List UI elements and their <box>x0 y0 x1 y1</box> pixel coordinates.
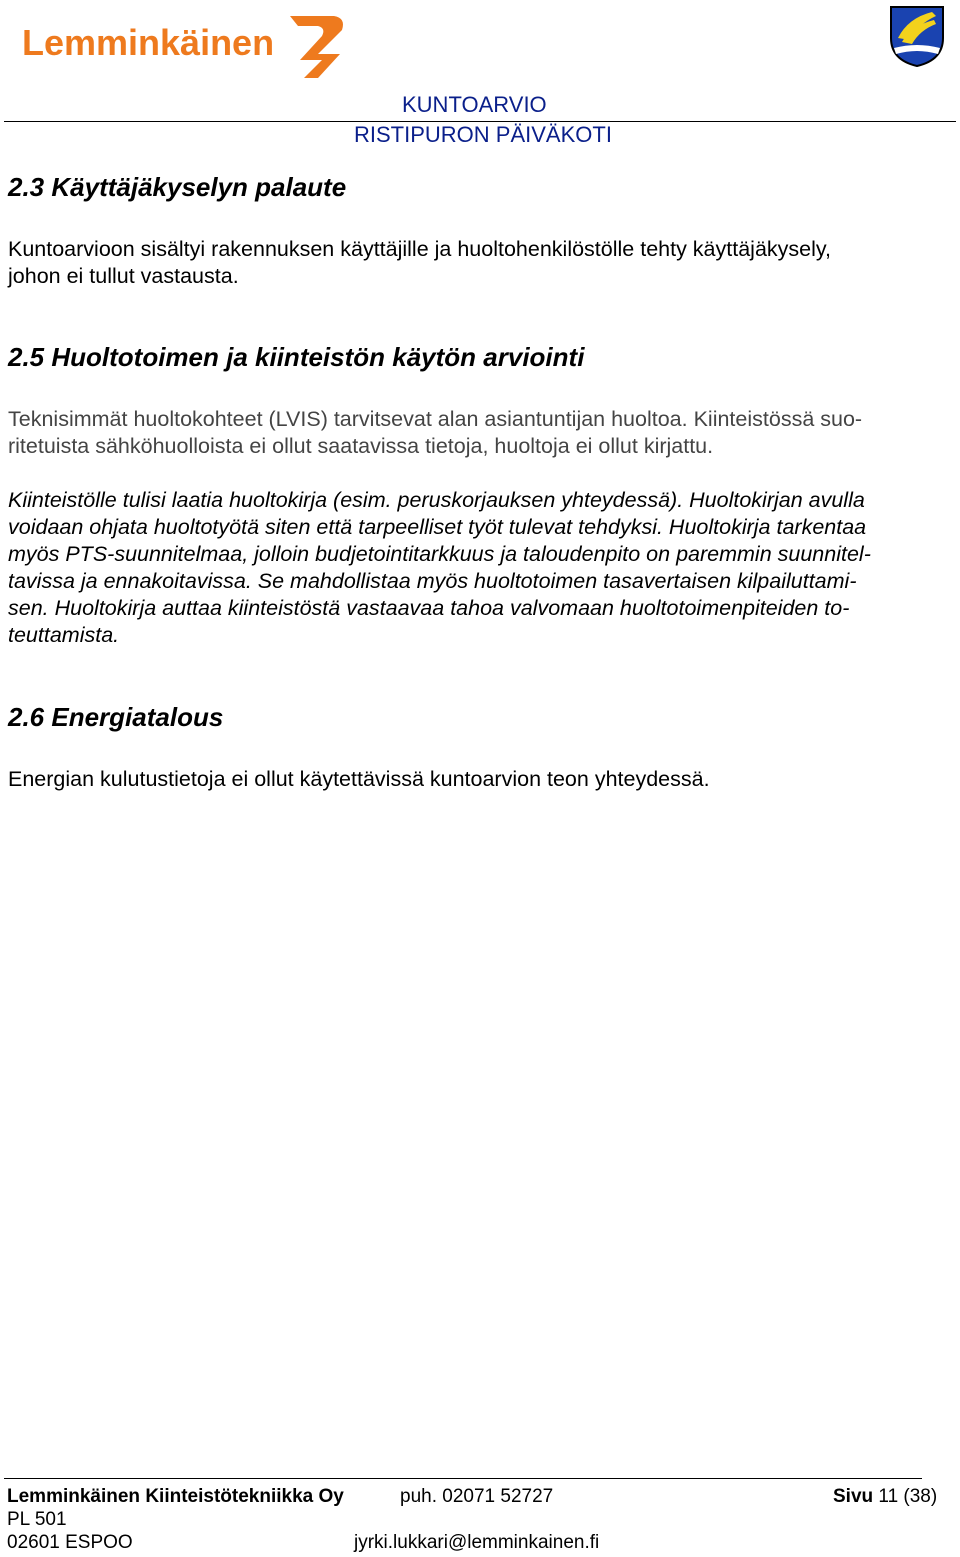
footer-po-box: PL 501 <box>7 1509 67 1530</box>
lemminkainen-logo <box>22 10 352 82</box>
text-line: Kuntoarvioon sisältyi rakennuksen käyttäjille ja huoltohenkilöstölle tehty käyttäjäkysely, <box>8 237 832 261</box>
text-line: sen. Huoltokirja auttaa kiinteistöstä vastaavaa tahoa valvomaan huoltotoimenpiteiden to- <box>8 596 850 620</box>
text-line: tavissa ja ennakoitavissa. Se mahdollistaa myös huoltotoimen tasavertaisen kilpailuttami- <box>8 569 857 593</box>
text-line: johon ei tullut vastausta. <box>8 264 239 288</box>
logo-wordmark: Lemminkäinen <box>22 22 275 63</box>
footer-page-indicator <box>833 1485 937 1508</box>
text-line: Kiinteistölle tulisi laatia huoltokirja (esim. peruskorjauksen yhteydessä). Huoltokirjan avulla <box>8 488 865 512</box>
text-line: teuttamista. <box>8 623 120 647</box>
report-title: KUNTOARVIO <box>402 92 547 117</box>
report-subtitle: RISTIPURON PÄIVÄKOTI <box>354 122 612 147</box>
section-heading-2-6: 2.6 Energiatalous <box>8 702 224 732</box>
text-line: Teknisimmät huoltokohteet (LVIS) tarvitsevat alan asiantuntijan huoltoa. Kiinteistössä suo- <box>8 407 863 431</box>
section-heading-2-3: 2.3 Käyttäjäkyselyn palaute <box>8 172 347 202</box>
municipal-crest-icon <box>888 4 946 68</box>
footer-email: jyrki.lukkari@lemminkainen.fi <box>354 1532 600 1553</box>
footer-company: Lemminkäinen Kiinteistötekniikka Oy <box>7 1486 344 1507</box>
section-2-6-paragraph <box>8 766 954 793</box>
section-2-5-paragraph-1 <box>8 406 954 460</box>
section-2-3-paragraph <box>8 236 954 290</box>
text-line: ritetuista sähköhuolloista ei ollut saatavissa tietoja, huoltoja ei ollut kirjattu. <box>8 434 714 458</box>
section-heading-2-5: 2.5 Huoltotoimen ja kiinteistön käytön arviointi <box>8 342 585 372</box>
footer-divider <box>4 1478 922 1479</box>
text-line: voidaan ohjata huoltotyötä siten että tarpeelliset työt tulevat tehdyksi. Huoltokirja tarkentaa <box>8 515 867 539</box>
footer-phone: puh. 02071 52727 <box>400 1486 554 1507</box>
page-label: Sivu <box>833 1486 874 1507</box>
section-2-5-paragraph-2 <box>8 487 954 649</box>
text-line: Energian kulutustietoja ei ollut käytettävissä kuntoarvion teon yhteydessä. <box>8 767 710 791</box>
text-line: myös PTS-suunnitelmaa, jolloin budjetointitarkkuus ja taloudenpito on paremmin suunnitel- <box>8 542 871 566</box>
footer-postal-address: 02601 ESPOO <box>7 1532 133 1553</box>
page-number: 11 (38) <box>878 1486 938 1507</box>
